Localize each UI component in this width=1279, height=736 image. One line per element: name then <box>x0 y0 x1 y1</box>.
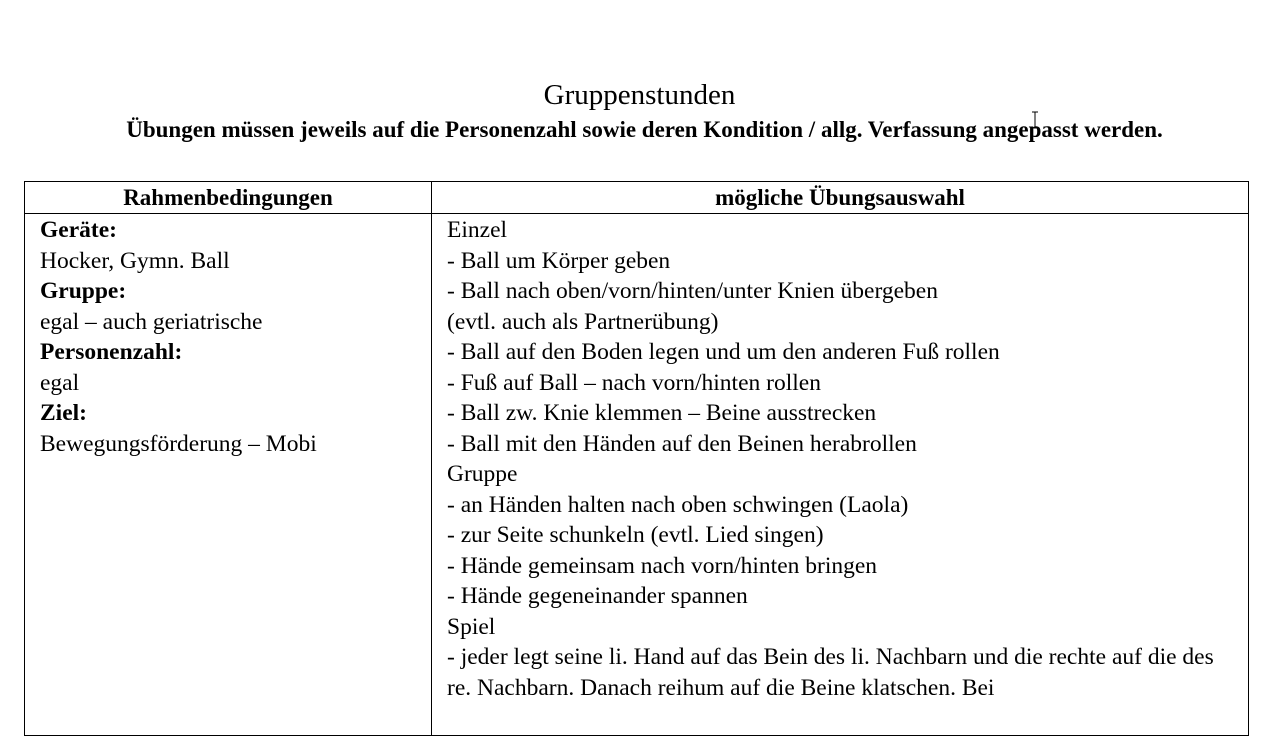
condition-label-persons: Personenzahl: <box>40 339 183 365</box>
document-subtitle: Übungen müssen jeweils auf die Personenzahl sowie deren Kondition / allg. Verfassung angepasst werden. <box>126 117 1163 142</box>
condition-value-equipment: Hocker, Gymn. Ball <box>40 247 230 274</box>
exercise-item: - Hände gemeinsam nach vorn/hinten bringen <box>447 552 878 579</box>
exercise-item: - Ball mit den Händen auf den Beinen herabrollen <box>447 430 917 457</box>
exercise-note: (evtl. auch als Partnerübung) <box>447 308 719 335</box>
exercise-item: - Ball um Körper geben <box>447 247 671 274</box>
exercise-heading-group: Gruppe <box>447 461 518 487</box>
exercise-item: - Ball zw. Knie klemmen – Beine ausstrecken <box>447 400 877 426</box>
table-header-row <box>25 182 1249 214</box>
header-exercises: mögliche Übungsauswahl <box>432 182 1249 214</box>
condition-label-goal: Ziel: <box>40 400 87 426</box>
exercise-table <box>24 181 1249 736</box>
exercise-item: - Ball auf den Boden legen und um den anderen Fuß rollen <box>447 339 1000 365</box>
text-cursor-icon <box>1031 111 1039 129</box>
exercise-item: - an Händen halten nach oben schwingen (Laola) <box>447 491 909 518</box>
condition-value-goal: Bewegungsförderung – Mobi <box>40 430 317 457</box>
exercise-item: - Hände gegeneinander spannen <box>447 583 748 609</box>
exercises-cell <box>432 214 1249 736</box>
document-title: Gruppenstunden <box>543 79 736 111</box>
condition-label-equipment: Geräte: <box>40 217 117 243</box>
condition-value-persons: egal <box>40 369 80 396</box>
exercise-heading-game: Spiel <box>447 613 496 640</box>
exercise-item: - Fuß auf Ball – nach vorn/hinten rollen <box>447 369 821 396</box>
conditions-cell <box>25 214 432 736</box>
table-row <box>25 214 1249 736</box>
exercise-heading-single: Einzel <box>447 217 508 243</box>
exercise-item: - zur Seite schunkeln (evtl. Lied singen) <box>447 522 824 548</box>
exercise-item: - Ball nach oben/vorn/hinten/unter Knien übergeben <box>447 278 938 304</box>
exercise-item: - jeder legt seine li. Hand auf das Bein des li. Nachbarn und die rechte auf die des re. Nachbarn. Danach reihum auf die Beine klatschen. Bei <box>447 644 1214 701</box>
condition-label-group: Gruppe: <box>40 278 127 304</box>
header-conditions: Rahmenbedingungen <box>25 182 432 214</box>
condition-value-group: egal – auch geriatrische <box>40 308 263 335</box>
